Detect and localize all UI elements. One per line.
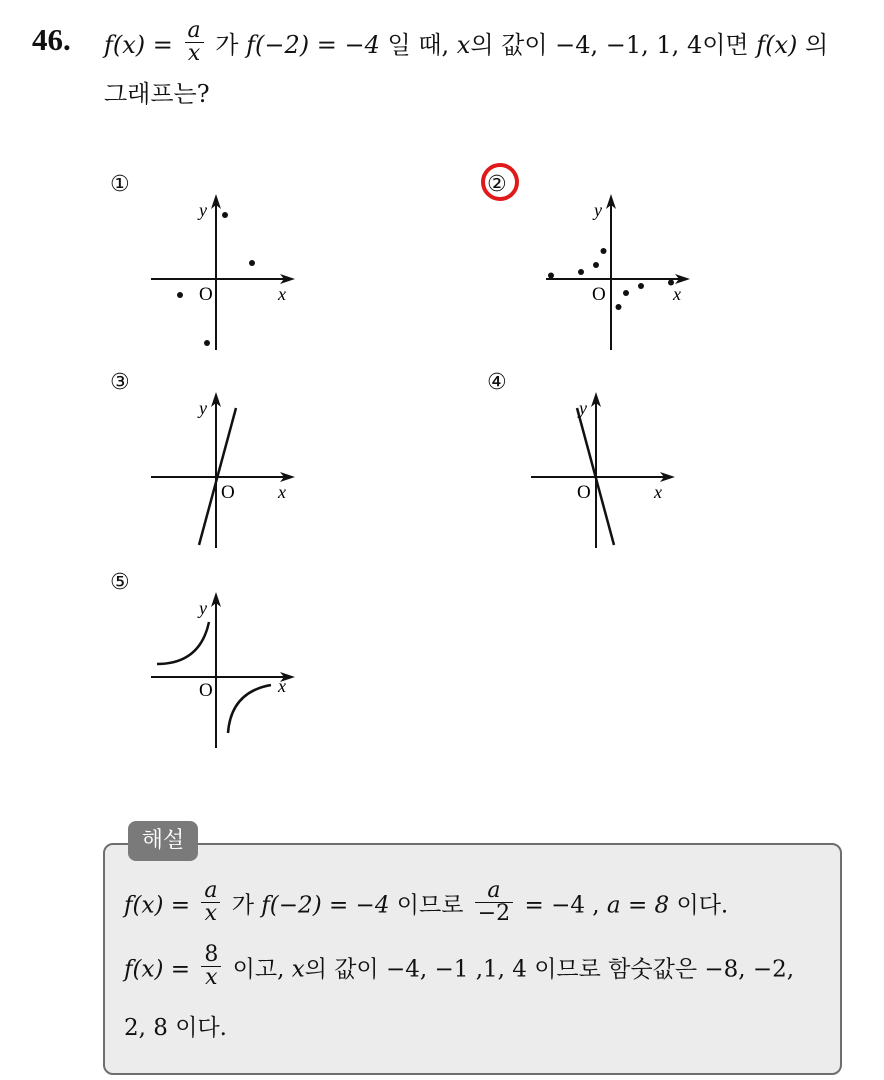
choice-1-marker[interactable]: ① [110, 172, 130, 197]
data-point-8 [668, 280, 674, 286]
graph-choice-3[interactable] [145, 388, 305, 553]
y-axis-label: y [594, 200, 602, 220]
origin-label: O [221, 482, 235, 503]
data-point-5 [616, 304, 622, 310]
solution-line-3: 2, 8 이다. [124, 1015, 227, 1041]
data-point-7 [638, 283, 644, 289]
y-axis-label: y [199, 398, 207, 418]
data-point-2 [204, 340, 210, 346]
choice-2-marker[interactable]: ② [487, 172, 507, 197]
x-axis-label: x [278, 284, 286, 304]
origin-label: O [199, 680, 213, 701]
question-text: f(x) = $\frac{a}{x}$ 가 f(−2) = −4 일 때, x의 값이 −4, −1, 1, 4이면 f(x) 의 [104, 18, 829, 66]
y-axis-label: y [199, 200, 207, 220]
graph-choice-4[interactable] [525, 388, 685, 553]
origin-label: O [577, 482, 591, 503]
data-point-2 [578, 269, 584, 275]
data-point-4 [249, 260, 255, 266]
origin-label: O [199, 284, 213, 305]
solution-tag: 해설 [128, 821, 198, 861]
x-axis-label: x [278, 676, 286, 696]
solution-line-1: f(x) = $\frac{a}{x}$ 가 f(−2) = −4 이므로 $\frac{a}{-2}$ = −4 , a = 8 이다. [124, 878, 729, 926]
question-number: 46. [32, 22, 71, 57]
x-axis-label: x [673, 284, 681, 304]
y-axis-label: y [579, 398, 587, 418]
x-axis-label: x [654, 482, 662, 502]
graph-choice-5[interactable] [145, 588, 305, 753]
origin-label: O [592, 284, 606, 305]
question-text-line2: 그래프는? [104, 80, 210, 108]
y-axis-label: y [199, 598, 207, 618]
graph-choice-1[interactable] [145, 190, 305, 355]
data-point-6 [623, 290, 629, 296]
hyperbola-branch-right [228, 685, 271, 733]
fraction-a-over-x: $\frac{a}{x}$ [185, 20, 204, 65]
hyperbola-branch-left [157, 622, 209, 664]
data-point-1 [548, 273, 554, 279]
data-point-4 [601, 248, 607, 254]
data-point-3 [593, 262, 599, 268]
data-point-1 [177, 292, 183, 298]
graph-choice-2[interactable] [540, 190, 700, 355]
data-point-3 [222, 212, 228, 218]
choice-4-marker[interactable]: ④ [487, 370, 507, 395]
solution-line-2: f(x) = $\frac{8}{x}$ 이고, x의 값이 −4, −1 ,1, 4 이므로 함숫값은 −8, −2, [124, 942, 795, 990]
choice-3-marker[interactable]: ③ [110, 370, 130, 395]
x-axis-label: x [278, 482, 286, 502]
selection-circle [478, 160, 528, 210]
choice-5-marker[interactable]: ⑤ [110, 570, 130, 595]
